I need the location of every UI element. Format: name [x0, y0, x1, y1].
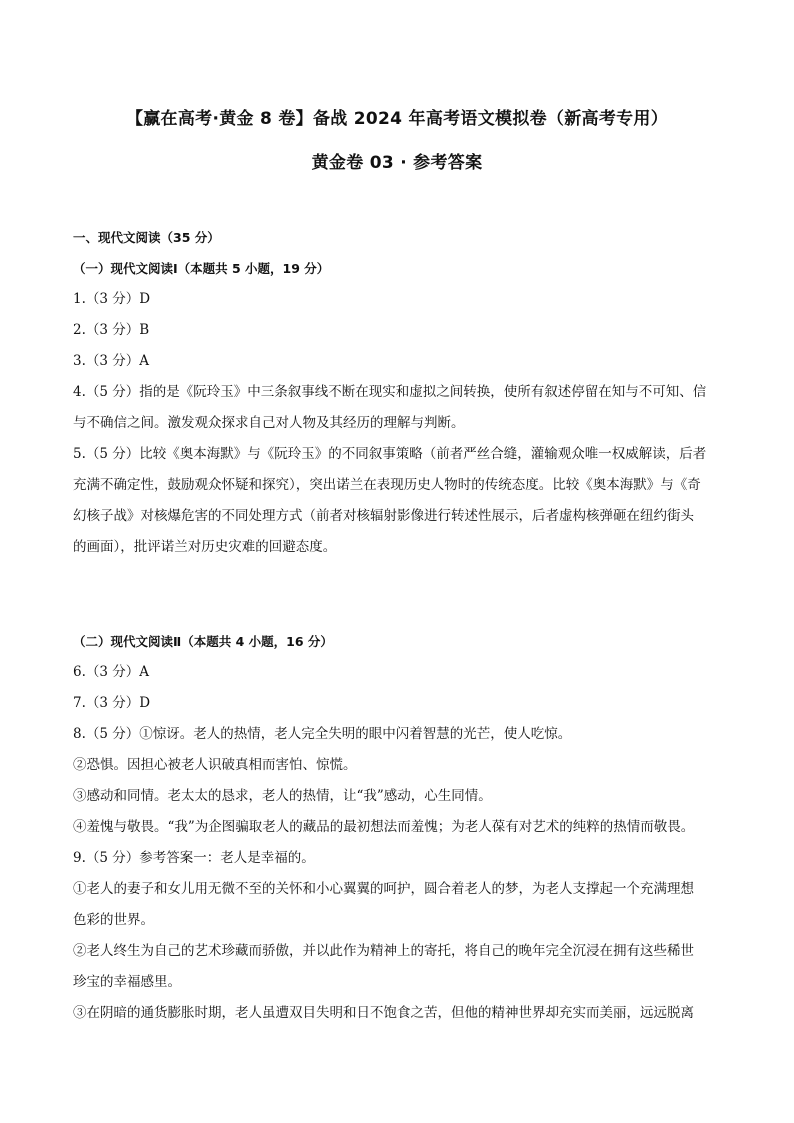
- answer-line: ②恐惧。因担心被老人识破真相而害怕、惊慌。: [73, 757, 357, 773]
- section-modern-reading-2: [73, 626, 723, 1029]
- answer-line: 充满不确定性，鼓励观众怀疑和探究），突出诺兰在表现历史人物时的传统态度。比较《奥本海默》与《奇: [73, 477, 701, 493]
- section-modern-reading: [73, 222, 723, 563]
- answer-line: ④羞愧与敬畏。“我”为企图骗取老人的藏品的最初想法而羞愧；为老人葆有对艺术的纯粹的热情而敬畏。: [73, 819, 695, 835]
- answer-line: 9.（5 分）参考答案一：老人是幸福的。: [73, 850, 315, 866]
- part-heading: （一）现代文阅读Ⅰ（本题共 5 小题，19 分）: [73, 261, 330, 276]
- answer-line: 8.（5 分）①惊讶。老人的热情，老人完全失明的眼中闪着智慧的光芒，使人吃惊。: [73, 726, 572, 742]
- answer-line: 5.（5 分）比较《奥本海默》与《阮玲玉》的不同叙事策略（前者严丝合缝，灌输观众唯一权威解读，后者: [73, 446, 707, 462]
- answer-line: 3.（3 分）A: [73, 353, 150, 369]
- answer-line: 6.（3 分）A: [73, 664, 150, 680]
- answer-line: ③感动和同情。老太太的恳求，老人的热情，让“我”感动，心生同情。: [73, 788, 492, 804]
- answer-line: ③在阴暗的通货膨胀时期，老人虽遭双目失明和日不饱食之苦，但他的精神世界却充实而美丽，远远脱离: [73, 1005, 694, 1021]
- answer-line: 色彩的世界。: [73, 912, 154, 928]
- part-heading: （二）现代文阅读Ⅱ（本题共 4 小题，16 分）: [73, 634, 333, 649]
- answer-line: 7.（3 分）D: [73, 695, 151, 711]
- answer-line: 与不确信之间。激发观众探求自己对人物及其经历的理解与判断。: [73, 415, 465, 431]
- answer-line: 2.（3 分）B: [73, 322, 150, 338]
- answer-line: 4.（5 分）指的是《阮玲玉》中三条叙事线不断在现实和虚拟之间转换，使所有叙述停留在知与不可知、信: [73, 384, 707, 400]
- answer-line: 幻核子战》对核爆危害的不同处理方式（前者对核辐射影像进行转述性展示，后者虚构核弹砸在纽约街头: [73, 508, 694, 524]
- document-title: 【赢在高考·黄金 8 卷】备战 2024 年高考语文模拟卷（新高考专用）: [125, 109, 669, 129]
- answer-line: 1.（3 分）D: [73, 291, 151, 307]
- answer-line: ①老人的妻子和女儿用无微不至的关怀和小心翼翼的呵护，圆合着老人的梦，为老人支撑起一个充满理想: [73, 881, 694, 897]
- answer-line: 珍宝的幸福感里。: [73, 974, 181, 990]
- answer-line: 的画面），批评诺兰对历史灾难的回避态度。: [73, 539, 337, 555]
- document-subtitle: 黄金卷 03 · 参考答案: [311, 153, 483, 173]
- answer-line: ②老人终生为自己的艺术珍藏而骄傲，并以此作为精神上的寄托，将自己的晚年完全沉浸在拥有这些稀世: [73, 943, 694, 959]
- section-heading: 一、现代文阅读（35 分）: [73, 230, 220, 245]
